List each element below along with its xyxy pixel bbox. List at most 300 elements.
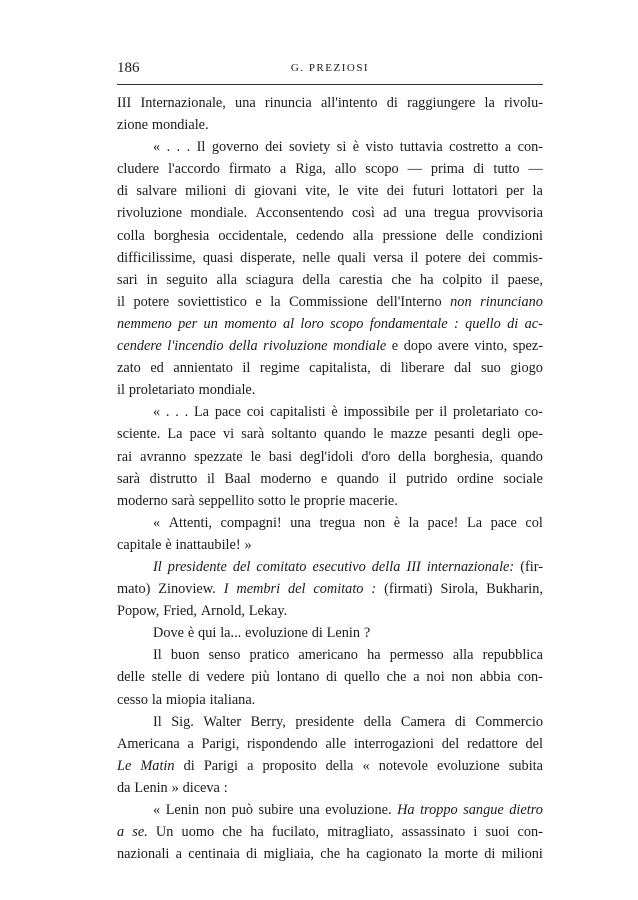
word: di bbox=[117, 183, 129, 200]
word: con- bbox=[517, 139, 543, 156]
word: d'oro bbox=[361, 448, 391, 465]
word: tutto bbox=[493, 161, 520, 178]
word: si bbox=[336, 139, 347, 156]
word: zione bbox=[117, 117, 148, 134]
word: del bbox=[288, 581, 306, 598]
text-line bbox=[117, 556, 543, 578]
word: futuri bbox=[412, 183, 445, 200]
word: della bbox=[302, 271, 331, 288]
word: seguito bbox=[166, 271, 208, 288]
word: Fried, bbox=[163, 603, 197, 620]
text-line bbox=[117, 468, 543, 490]
word: la... bbox=[220, 625, 242, 642]
word: un bbox=[203, 315, 218, 332]
text-line bbox=[117, 799, 543, 821]
word: lontano bbox=[276, 669, 320, 686]
word: compagni! bbox=[220, 514, 282, 531]
word: tuttavia bbox=[399, 139, 443, 156]
word: Matin bbox=[140, 757, 175, 774]
word: rinunciano bbox=[480, 293, 543, 310]
word: soviety bbox=[289, 139, 331, 156]
word: La bbox=[167, 426, 183, 443]
word: del bbox=[441, 735, 460, 752]
word: ? bbox=[363, 625, 371, 642]
word: Il bbox=[153, 713, 162, 730]
word: Il bbox=[153, 647, 162, 664]
word: le bbox=[338, 183, 349, 200]
text-line bbox=[117, 423, 543, 445]
word: costretto bbox=[449, 139, 499, 156]
word: vinto, bbox=[474, 338, 508, 355]
text-line bbox=[117, 777, 543, 799]
word: — bbox=[407, 161, 422, 178]
word: nemmeno bbox=[117, 315, 172, 332]
text-line bbox=[117, 534, 543, 556]
word: all'intento bbox=[320, 95, 378, 111]
word: lottatori bbox=[452, 183, 498, 200]
word: basi bbox=[268, 448, 292, 465]
word: la bbox=[408, 514, 419, 531]
word: che bbox=[386, 669, 407, 686]
word: troppo bbox=[420, 802, 458, 818]
word: Arnold, bbox=[200, 603, 245, 620]
word: pressione bbox=[382, 227, 437, 244]
word: III bbox=[406, 558, 421, 575]
word: borghesia, bbox=[433, 448, 493, 465]
word: rivoluzione bbox=[263, 338, 328, 355]
word: sari bbox=[117, 271, 138, 288]
word: il bbox=[117, 382, 125, 399]
word: ope- bbox=[517, 426, 543, 443]
text-line bbox=[117, 446, 543, 468]
word: proletariato bbox=[128, 382, 195, 399]
word: a bbox=[413, 669, 420, 686]
word: membri bbox=[236, 581, 281, 598]
word: fondamentale bbox=[369, 315, 448, 332]
word: mondiale. bbox=[151, 117, 209, 134]
word: dei bbox=[265, 139, 283, 156]
word: nelle bbox=[302, 249, 331, 266]
word: Baal bbox=[224, 470, 251, 487]
word: quando bbox=[336, 470, 379, 487]
word: dell'Interno bbox=[376, 293, 442, 310]
word: suo bbox=[480, 360, 501, 377]
word: cagionato bbox=[366, 846, 422, 863]
word: di bbox=[454, 713, 466, 730]
word: suoi bbox=[485, 824, 510, 841]
word: pesanti bbox=[434, 426, 475, 443]
word: raggiungere bbox=[407, 95, 476, 111]
word: giovani bbox=[254, 183, 297, 200]
word: di bbox=[507, 315, 519, 332]
word: capitale bbox=[117, 536, 162, 553]
word: è bbox=[331, 404, 338, 421]
word: commis- bbox=[492, 249, 543, 266]
word: l'accordo bbox=[168, 161, 220, 178]
word: Riga, bbox=[295, 161, 326, 178]
word: il bbox=[242, 360, 251, 377]
word: per bbox=[505, 183, 525, 200]
word: « bbox=[153, 514, 161, 531]
word: dietro bbox=[509, 802, 543, 818]
page-number: 186 bbox=[117, 60, 140, 76]
word: centinaia bbox=[188, 846, 240, 863]
word: rispondendo bbox=[247, 735, 318, 752]
word: è bbox=[165, 536, 172, 553]
word: annientato bbox=[173, 360, 233, 377]
word: di bbox=[473, 161, 485, 178]
word: evoluzione bbox=[437, 757, 500, 774]
text-line bbox=[117, 379, 543, 401]
word: governo bbox=[211, 139, 259, 156]
word: Popow, bbox=[117, 603, 160, 620]
word: Dove bbox=[153, 625, 184, 642]
word: dei bbox=[468, 249, 486, 266]
word: Il bbox=[196, 139, 206, 156]
text-line bbox=[117, 136, 543, 158]
word: dei bbox=[386, 183, 405, 200]
word: repubblica bbox=[482, 647, 543, 664]
word: se. bbox=[132, 824, 148, 841]
body-text bbox=[117, 92, 543, 865]
word: Il bbox=[153, 558, 162, 575]
word: putrido bbox=[406, 470, 448, 487]
word: a bbox=[187, 735, 194, 752]
word: mato) bbox=[117, 581, 151, 598]
text-line bbox=[117, 291, 543, 313]
word: » bbox=[171, 779, 179, 796]
word: di bbox=[188, 669, 200, 686]
word: il bbox=[439, 404, 448, 421]
word: mitragliato, bbox=[327, 824, 394, 841]
word: ha bbox=[250, 824, 264, 841]
text-line bbox=[117, 269, 543, 291]
word: . bbox=[166, 139, 171, 156]
word: da bbox=[117, 779, 131, 796]
word: firmato bbox=[228, 161, 271, 178]
word: (firmati) bbox=[384, 581, 433, 598]
word: occidentale, bbox=[218, 227, 288, 244]
word: pace bbox=[490, 514, 517, 531]
running-head: G. PREZIOSI bbox=[290, 62, 370, 74]
word: che bbox=[222, 824, 243, 841]
word: potere bbox=[425, 249, 462, 266]
word: nazionali bbox=[117, 846, 170, 863]
word: il bbox=[490, 271, 499, 288]
word: sociale bbox=[503, 470, 543, 487]
word: miopia bbox=[166, 691, 206, 708]
page-header bbox=[117, 60, 543, 82]
word: la bbox=[532, 183, 543, 200]
word: Sirola, bbox=[440, 581, 479, 598]
word: carestia bbox=[338, 271, 383, 288]
word: l'incendio bbox=[167, 338, 224, 355]
word: della bbox=[363, 713, 392, 730]
word: « bbox=[153, 404, 161, 421]
word: macerie. bbox=[349, 492, 398, 509]
word: il bbox=[206, 470, 215, 487]
word: provvisoria bbox=[477, 205, 543, 222]
word: a bbox=[117, 824, 125, 841]
word: condizioni bbox=[482, 227, 543, 244]
word: . bbox=[165, 404, 170, 421]
word: visto bbox=[365, 139, 394, 156]
word: seppellito bbox=[198, 492, 255, 509]
word: la bbox=[270, 293, 281, 310]
word: di bbox=[311, 625, 323, 642]
word: cendere bbox=[117, 338, 162, 355]
word: così bbox=[351, 205, 375, 222]
word: e bbox=[255, 293, 262, 310]
word: Parigi, bbox=[201, 735, 240, 752]
word: buon bbox=[170, 647, 200, 664]
word: loro bbox=[300, 315, 324, 332]
word: La bbox=[193, 404, 210, 421]
word: momento bbox=[224, 315, 277, 332]
word: (fir- bbox=[520, 558, 543, 575]
word: Bukharin, bbox=[486, 581, 543, 598]
text-line bbox=[117, 92, 543, 114]
text-line bbox=[117, 821, 543, 843]
word: rinuncia bbox=[264, 95, 312, 111]
word: inattaubile! bbox=[175, 536, 241, 553]
text-line bbox=[117, 180, 543, 202]
word: scopo bbox=[330, 315, 364, 332]
word: in bbox=[146, 271, 158, 288]
word: — bbox=[528, 161, 543, 178]
word: americano bbox=[298, 647, 358, 664]
word: giogo bbox=[510, 360, 543, 377]
word: quali bbox=[337, 249, 366, 266]
word: sciagura bbox=[245, 271, 294, 288]
text-line bbox=[117, 357, 543, 379]
word: coi bbox=[246, 404, 265, 421]
word: ha bbox=[420, 271, 434, 288]
word: rai bbox=[117, 448, 133, 465]
text-line bbox=[117, 578, 543, 600]
text-line bbox=[117, 247, 543, 269]
word: III bbox=[117, 95, 132, 111]
word: esecutivo bbox=[312, 558, 366, 575]
word: ha bbox=[346, 846, 360, 863]
word: non bbox=[363, 514, 386, 531]
word: notevole bbox=[378, 757, 428, 774]
word: di bbox=[484, 846, 496, 863]
word: prima bbox=[430, 161, 465, 178]
word: Americana bbox=[117, 735, 180, 752]
text-line bbox=[117, 114, 543, 136]
word: stelle bbox=[151, 669, 182, 686]
word: Berry, bbox=[250, 713, 286, 730]
word: co- bbox=[524, 404, 543, 421]
word: soltanto bbox=[271, 426, 317, 443]
word: quando bbox=[323, 426, 366, 443]
word: : bbox=[453, 315, 459, 332]
word: sciente. bbox=[117, 426, 161, 443]
word: : bbox=[223, 779, 228, 796]
word: pace bbox=[189, 426, 216, 443]
word: assassinato bbox=[401, 824, 466, 841]
word: » bbox=[244, 536, 252, 553]
word: pace! bbox=[427, 514, 459, 531]
word: liberare bbox=[400, 360, 445, 377]
word: pace bbox=[214, 404, 241, 421]
word: . bbox=[186, 139, 191, 156]
word: quasi bbox=[202, 249, 234, 266]
word: « bbox=[153, 139, 161, 156]
word: vedere bbox=[206, 669, 245, 686]
word: presidente bbox=[167, 558, 227, 575]
word: : bbox=[371, 581, 377, 598]
word: cludere bbox=[117, 161, 160, 178]
word: colla bbox=[117, 227, 145, 244]
word: Lenin bbox=[326, 625, 361, 642]
word: alla bbox=[216, 271, 238, 288]
word: milioni bbox=[185, 183, 227, 200]
word: tregua bbox=[319, 514, 356, 531]
word: è bbox=[187, 625, 195, 642]
word: evoluzione. bbox=[325, 802, 392, 818]
word: la bbox=[151, 691, 163, 708]
word: con- bbox=[517, 669, 543, 686]
text-line bbox=[117, 843, 543, 865]
word: migliaia, bbox=[263, 846, 314, 863]
text-line bbox=[117, 733, 543, 755]
word: ed bbox=[150, 360, 164, 377]
word: Lenin bbox=[165, 802, 200, 818]
word: alla bbox=[452, 647, 474, 664]
word: moderno bbox=[260, 470, 312, 487]
word: soviettistico bbox=[177, 293, 247, 310]
word: vi bbox=[222, 426, 235, 443]
word: colpito bbox=[442, 271, 483, 288]
word: per bbox=[178, 315, 198, 332]
text-line bbox=[117, 600, 543, 622]
word: e bbox=[320, 470, 328, 487]
word: cesso bbox=[117, 691, 148, 708]
word: versa bbox=[373, 249, 404, 266]
word: sarà bbox=[117, 470, 141, 487]
word: col bbox=[525, 514, 543, 531]
word: il bbox=[117, 293, 125, 310]
word: « bbox=[362, 757, 370, 774]
word: vite, bbox=[305, 183, 331, 200]
word: capitalista, bbox=[309, 360, 371, 377]
word: mondiale. bbox=[198, 382, 256, 399]
word: alle bbox=[325, 735, 347, 752]
word: noi bbox=[426, 669, 445, 686]
word: permesso bbox=[389, 647, 444, 664]
word: morte bbox=[444, 846, 478, 863]
word: delle bbox=[117, 669, 145, 686]
word: presidente bbox=[295, 713, 355, 730]
word: sarà bbox=[171, 492, 195, 509]
word: del bbox=[525, 735, 543, 752]
word: sarà bbox=[241, 426, 265, 443]
word: della bbox=[398, 448, 426, 465]
word: difficilissime, bbox=[117, 249, 196, 266]
word: ad bbox=[383, 205, 397, 222]
word: più bbox=[251, 669, 270, 686]
word: le bbox=[289, 492, 301, 509]
word: Parigi bbox=[203, 757, 238, 774]
word: ordine bbox=[457, 470, 494, 487]
word: può bbox=[231, 802, 254, 818]
text-line bbox=[117, 225, 543, 247]
word: I bbox=[223, 581, 229, 598]
word: che bbox=[391, 271, 412, 288]
word: . bbox=[184, 404, 189, 421]
word: Acconsentendo bbox=[255, 205, 344, 222]
word: tregua bbox=[433, 205, 470, 222]
word: degl'idoli bbox=[299, 448, 354, 465]
word: scopo bbox=[365, 161, 399, 178]
word: che bbox=[320, 846, 341, 863]
text-line bbox=[117, 401, 543, 423]
word: spez- bbox=[512, 338, 543, 355]
word: mazze bbox=[390, 426, 428, 443]
word: vite bbox=[357, 183, 379, 200]
word: quello bbox=[465, 315, 501, 332]
text-line bbox=[117, 666, 543, 688]
word: non bbox=[451, 669, 473, 686]
word: cedendo bbox=[296, 227, 344, 244]
word: una bbox=[290, 514, 311, 531]
word: italiana. bbox=[209, 691, 256, 708]
text-line bbox=[117, 644, 543, 666]
word: Commercio bbox=[475, 713, 543, 730]
word: quando bbox=[500, 448, 543, 465]
word: Lenin bbox=[134, 779, 168, 796]
word: impossibile bbox=[343, 404, 410, 421]
word: dopo bbox=[403, 338, 433, 355]
text-line bbox=[117, 622, 543, 644]
text-line bbox=[117, 689, 543, 711]
word: Ha bbox=[397, 802, 415, 818]
word: . bbox=[175, 404, 179, 421]
word: comitato bbox=[313, 581, 364, 598]
text-line bbox=[117, 202, 543, 224]
word: della bbox=[229, 338, 258, 355]
word: rivoluzione bbox=[117, 205, 183, 222]
word: degli bbox=[481, 426, 511, 443]
word: delle bbox=[445, 227, 474, 244]
word: . bbox=[176, 139, 181, 156]
word: con- bbox=[517, 824, 543, 841]
word: della bbox=[325, 757, 354, 774]
text-line bbox=[117, 490, 543, 512]
word: pratico bbox=[249, 647, 290, 664]
word: allo bbox=[334, 161, 357, 178]
word: i bbox=[473, 824, 478, 841]
text-line bbox=[117, 335, 543, 357]
word: capitalisti bbox=[270, 404, 326, 421]
word: borghesia bbox=[153, 227, 210, 244]
word: al bbox=[282, 315, 295, 332]
word: diceva bbox=[182, 779, 220, 796]
word: abbia bbox=[479, 669, 511, 686]
word: a bbox=[279, 161, 287, 178]
text-line bbox=[117, 158, 543, 180]
word: avranno bbox=[140, 448, 187, 465]
word: subita bbox=[508, 757, 543, 774]
word: a bbox=[247, 757, 254, 774]
word: ha bbox=[367, 647, 381, 664]
text-line bbox=[117, 755, 543, 777]
word: avere bbox=[437, 338, 469, 355]
word: La bbox=[467, 514, 483, 531]
word: una bbox=[299, 802, 320, 818]
